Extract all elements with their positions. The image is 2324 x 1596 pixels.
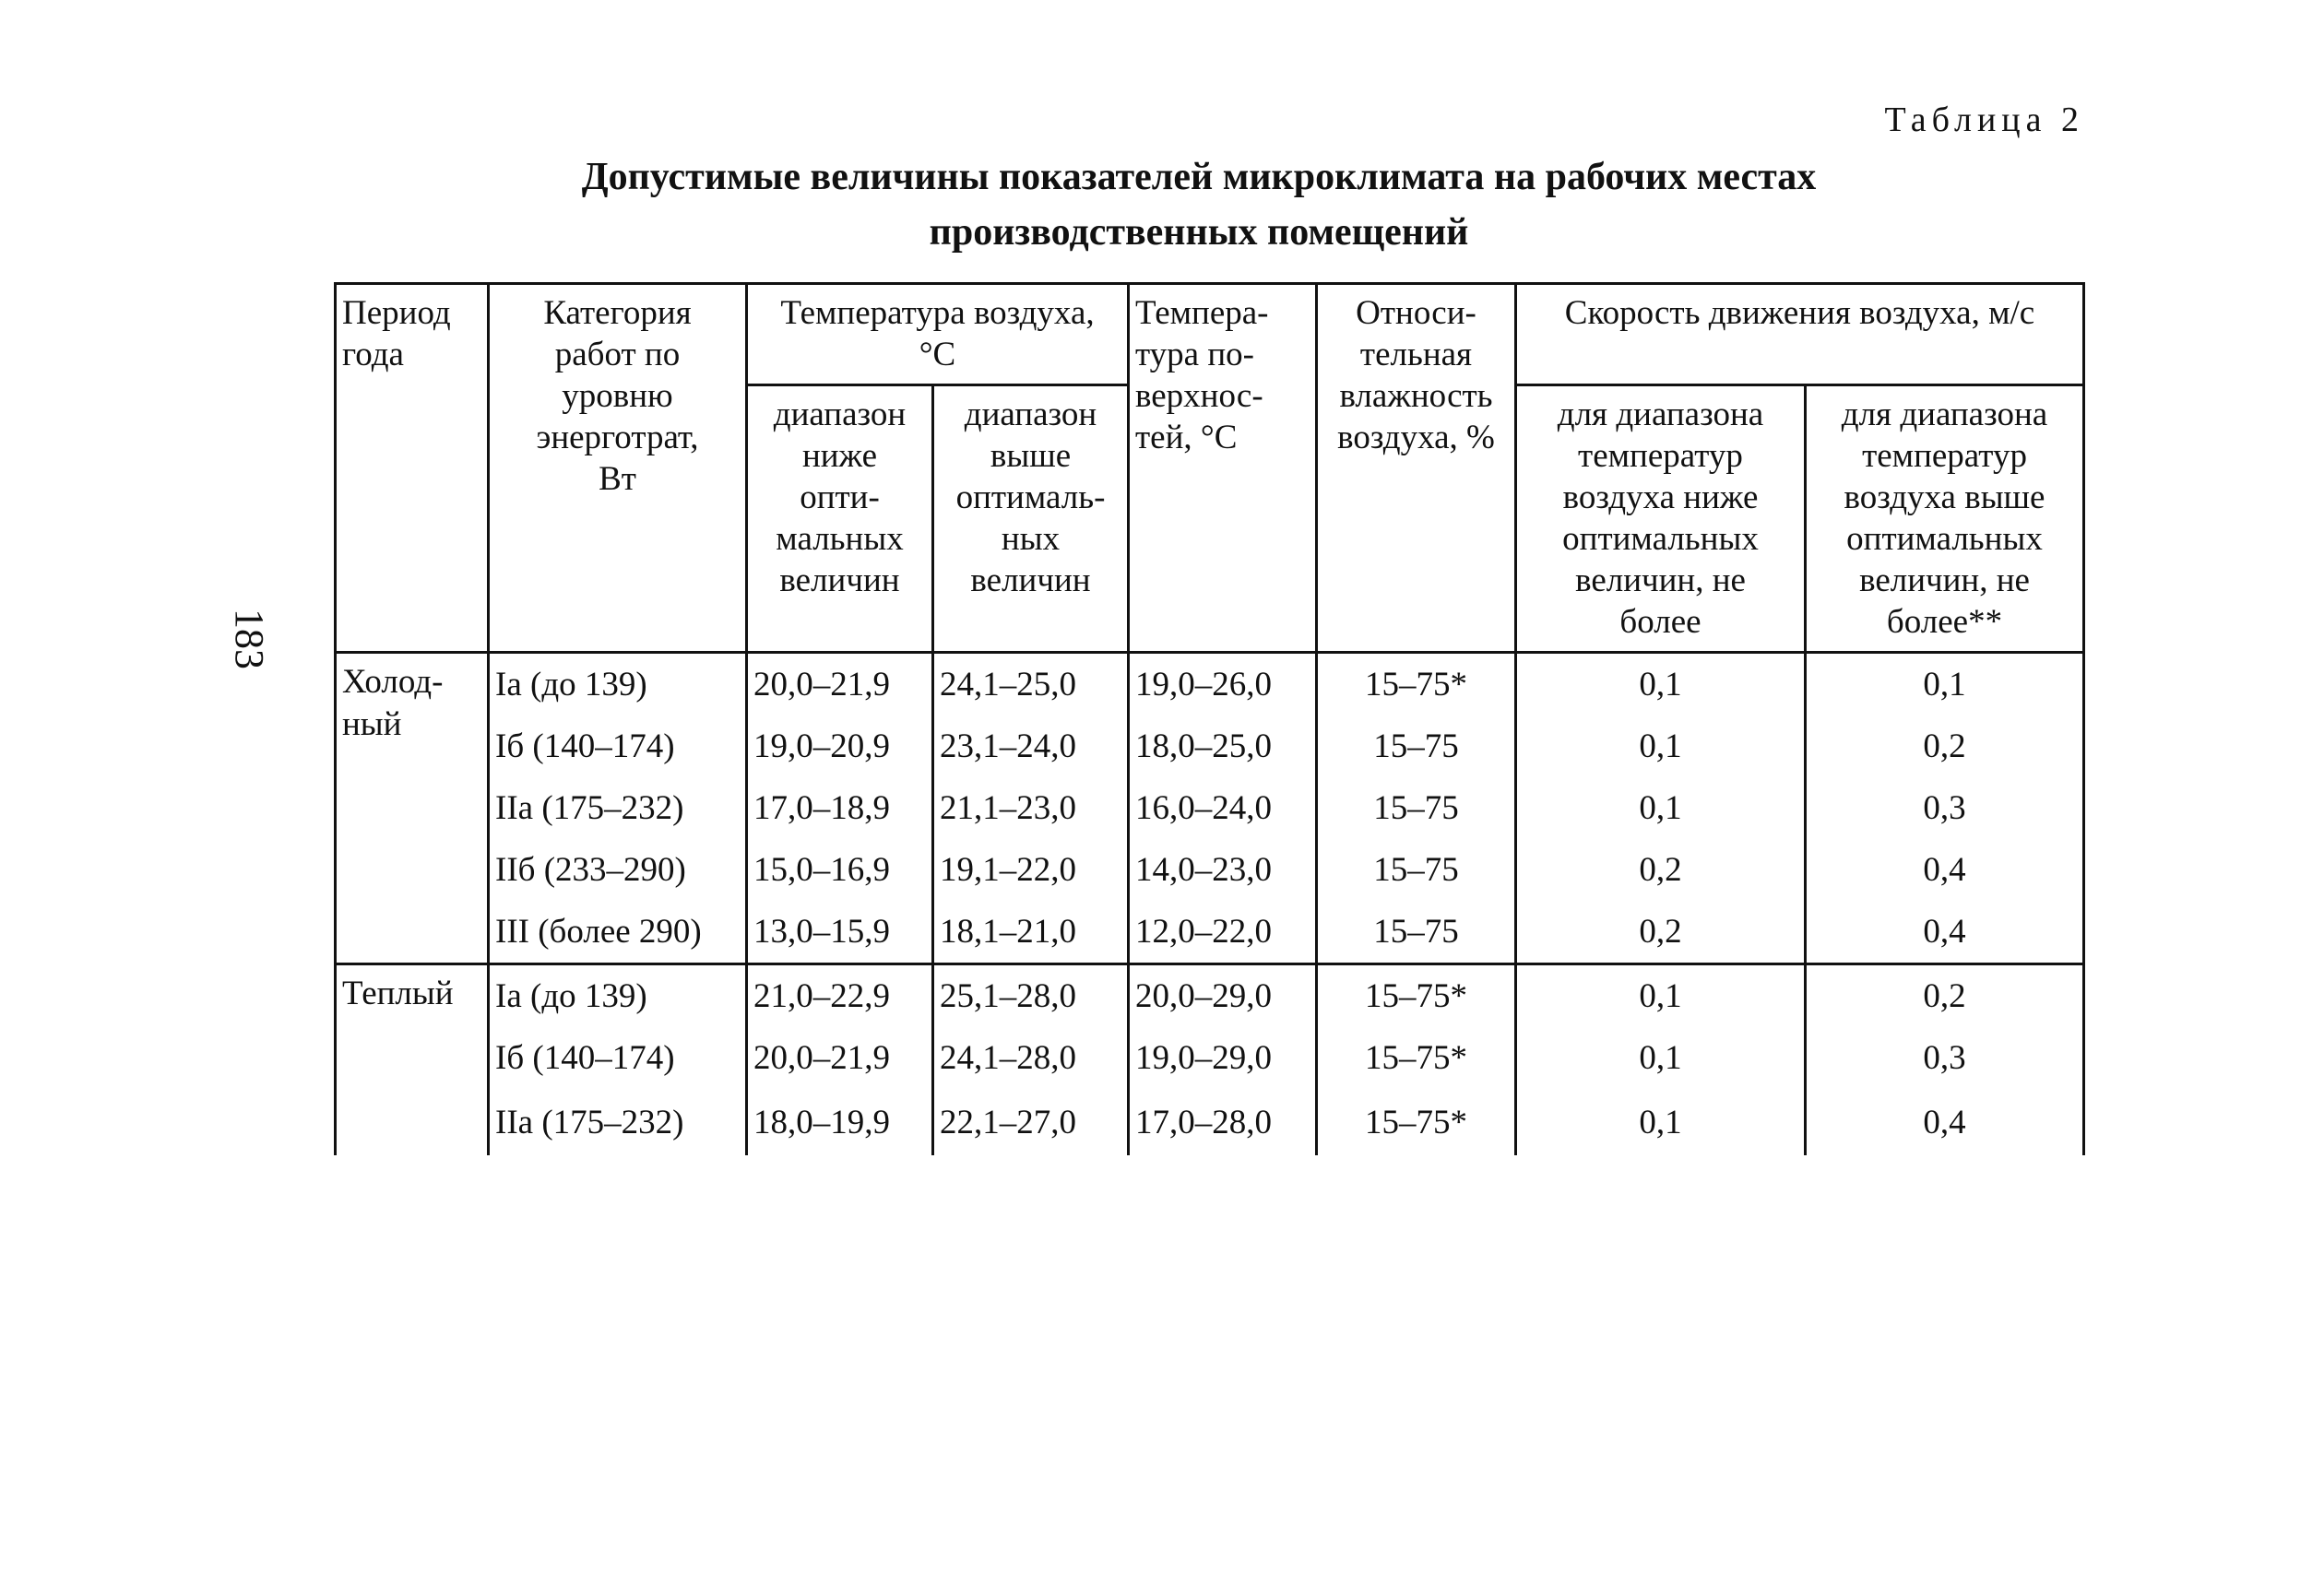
surface-temp-cell: 19,0–26,0 bbox=[1129, 653, 1317, 716]
table-row bbox=[336, 1089, 2084, 1155]
category-cell: Iб (140–174) bbox=[489, 715, 747, 777]
air-speed-above-cell: 0,1 bbox=[1806, 653, 2084, 716]
period-cell: Теплый bbox=[336, 964, 489, 1156]
category-cell: Iа (до 139) bbox=[489, 653, 747, 716]
surface-temp-cell: 16,0–24,0 bbox=[1129, 777, 1317, 839]
header-surface-temperature: Темпера- тура по- верхнос- тей, °С bbox=[1129, 284, 1317, 653]
air-temp-below-cell: 18,0–19,9 bbox=[747, 1089, 933, 1155]
table-row bbox=[336, 839, 2084, 901]
air-temp-above-cell: 24,1–28,0 bbox=[933, 1027, 1129, 1089]
humidity-cell: 15–75 bbox=[1317, 839, 1516, 901]
table-row bbox=[336, 964, 2084, 1028]
table-header bbox=[336, 284, 2084, 653]
surface-temp-cell: 19,0–29,0 bbox=[1129, 1027, 1317, 1089]
air-temp-above-cell: 22,1–27,0 bbox=[933, 1089, 1129, 1155]
air-speed-above-cell: 0,3 bbox=[1806, 777, 2084, 839]
air-temp-below-cell: 13,0–15,9 bbox=[747, 901, 933, 964]
air-speed-below-cell: 0,2 bbox=[1516, 901, 1806, 964]
air-speed-above-cell: 0,2 bbox=[1806, 715, 2084, 777]
table-body bbox=[336, 653, 2084, 1156]
period-cell: Холод- ный bbox=[336, 653, 489, 964]
table-row bbox=[336, 715, 2084, 777]
air-speed-below-cell: 0,2 bbox=[1516, 839, 1806, 901]
air-speed-below-cell: 0,1 bbox=[1516, 715, 1806, 777]
air-temp-below-cell: 15,0–16,9 bbox=[747, 839, 933, 901]
header-air-speed-above-optimal: для диапазона температур воздуха выше оптимальных величин, не более** bbox=[1806, 385, 2084, 653]
document-title-line-2: производственных помещений bbox=[929, 211, 1469, 254]
header-air-temp-above-optimal: диапазон выше оптималь- ных величин bbox=[933, 385, 1129, 653]
air-temp-below-cell: 19,0–20,9 bbox=[747, 715, 933, 777]
air-temp-below-cell: 17,0–18,9 bbox=[747, 777, 933, 839]
category-cell: IIб (233–290) bbox=[489, 839, 747, 901]
air-speed-below-cell: 0,1 bbox=[1516, 1089, 1806, 1155]
air-speed-below-cell: 0,1 bbox=[1516, 964, 1806, 1028]
surface-temp-cell: 14,0–23,0 bbox=[1129, 839, 1317, 901]
surface-temp-cell: 17,0–28,0 bbox=[1129, 1089, 1317, 1155]
air-speed-above-cell: 0,4 bbox=[1806, 1089, 2084, 1155]
document-title bbox=[406, 149, 1992, 260]
air-speed-below-cell: 0,1 bbox=[1516, 653, 1806, 716]
document-title-line-1: Допустимые величины показателей микроклимата на рабочих местах bbox=[581, 156, 1817, 198]
category-cell: Iа (до 139) bbox=[489, 964, 747, 1028]
page-number: 183 bbox=[227, 609, 272, 669]
air-temp-above-cell: 19,1–22,0 bbox=[933, 839, 1129, 901]
surface-temp-cell: 12,0–22,0 bbox=[1129, 901, 1317, 964]
humidity-cell: 15–75* bbox=[1317, 1089, 1516, 1155]
air-temp-above-cell: 24,1–25,0 bbox=[933, 653, 1129, 716]
humidity-cell: 15–75 bbox=[1317, 777, 1516, 839]
table-row bbox=[336, 653, 2084, 716]
humidity-cell: 15–75 bbox=[1317, 715, 1516, 777]
header-air-temperature: Температура воздуха, °С bbox=[747, 284, 1129, 385]
category-cell: IIа (175–232) bbox=[489, 777, 747, 839]
humidity-cell: 15–75* bbox=[1317, 964, 1516, 1028]
header-air-speed-below-optimal: для диапазона температур воздуха ниже оптимальных величин, не более bbox=[1516, 385, 1806, 653]
humidity-cell: 15–75* bbox=[1317, 653, 1516, 716]
air-temp-above-cell: 25,1–28,0 bbox=[933, 964, 1129, 1028]
table-row bbox=[336, 1027, 2084, 1089]
air-temp-below-cell: 21,0–22,9 bbox=[747, 964, 933, 1028]
air-temp-above-cell: 23,1–24,0 bbox=[933, 715, 1129, 777]
table-row bbox=[336, 777, 2084, 839]
air-speed-below-cell: 0,1 bbox=[1516, 777, 1806, 839]
air-speed-above-cell: 0,4 bbox=[1806, 901, 2084, 964]
header-category: Категория работ по уровню энерготрат, Вт bbox=[489, 284, 747, 653]
surface-temp-cell: 20,0–29,0 bbox=[1129, 964, 1317, 1028]
category-cell: IIа (175–232) bbox=[489, 1089, 747, 1155]
air-speed-above-cell: 0,2 bbox=[1806, 964, 2084, 1028]
table-caption: Таблица 2 bbox=[1884, 100, 2084, 139]
header-air-temp-below-optimal: диапазон ниже опти- мальных величин bbox=[747, 385, 933, 653]
microclimate-table bbox=[334, 282, 2085, 1155]
humidity-cell: 15–75* bbox=[1317, 1027, 1516, 1089]
header-humidity: Относи- тельная влажность воздуха, % bbox=[1317, 284, 1516, 653]
header-period: Период года bbox=[336, 284, 489, 653]
air-temp-below-cell: 20,0–21,9 bbox=[747, 1027, 933, 1089]
table-row bbox=[336, 901, 2084, 964]
category-cell: III (более 290) bbox=[489, 901, 747, 964]
surface-temp-cell: 18,0–25,0 bbox=[1129, 715, 1317, 777]
air-speed-above-cell: 0,3 bbox=[1806, 1027, 2084, 1089]
air-temp-above-cell: 18,1–21,0 bbox=[933, 901, 1129, 964]
air-temp-above-cell: 21,1–23,0 bbox=[933, 777, 1129, 839]
air-speed-below-cell: 0,1 bbox=[1516, 1027, 1806, 1089]
air-temp-below-cell: 20,0–21,9 bbox=[747, 653, 933, 716]
category-cell: Iб (140–174) bbox=[489, 1027, 747, 1089]
humidity-cell: 15–75 bbox=[1317, 901, 1516, 964]
air-speed-above-cell: 0,4 bbox=[1806, 839, 2084, 901]
header-air-speed: Скорость движения воздуха, м/с bbox=[1516, 284, 2084, 385]
